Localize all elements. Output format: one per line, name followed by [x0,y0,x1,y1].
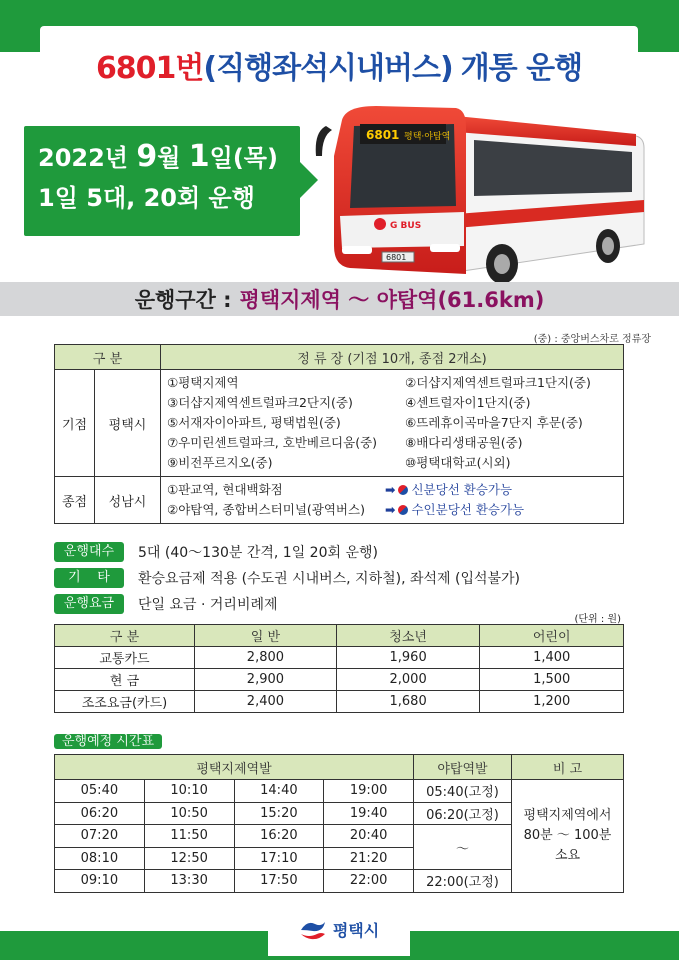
fares-header-youth: 청소년 [336,625,480,647]
fare-youth: 2,000 [336,669,480,691]
departure-time: 21:20 [324,847,414,870]
origin-stop-2: ②더샵지제역센트럴파크1단지(중) [405,375,591,390]
stops-header-category: 구 분 [55,345,161,370]
date-line [38,138,286,177]
origin-stop-6: ⑥뜨레휴이곡마을7단지 후문(중) [405,415,583,430]
departure-time: 20:40 [324,825,414,848]
departure-time: 19:00 [324,780,414,803]
info-fare [54,594,278,614]
fares-header-child: 어린이 [480,625,624,647]
return-time: 06:20(고정) [414,802,512,825]
page-title [40,26,638,104]
terminal-stop-2: ②야탑역, 종합버스터미널(광역버스) [167,502,365,517]
departure-time: 05:40 [55,780,145,803]
legend-note: (중) : 중앙버스차로 정류장 [533,334,651,345]
departure-time: 10:50 [144,802,234,825]
route-section: 평택지제역 ～ 야탑역(61.6km) [239,288,545,312]
fare-child: 1,500 [480,669,624,691]
schedule-table [54,754,624,893]
terminal-stop-1: ①판교역, 현대백화점 [167,482,283,497]
origin-stop-3: ③더샵지제역센트럴파크2단지(중) [167,395,353,410]
date-day: 1 [188,139,210,174]
departure-time: 06:20 [55,802,145,825]
taegeuk-icon [398,505,408,515]
transfer-2-text: 수인분당선 환승가능 [411,502,525,517]
transfer-1-text: 신분당선 환승가능 [411,482,513,497]
info-tag-etc: 기 타 [54,568,124,588]
daily-operation: 1일 5대, 20회 운행 [38,184,255,212]
title-bus-type: (직행좌석시내버스) [203,51,453,86]
schedule-tag: 운행예정 시간표 [54,734,162,749]
title-number: 6801번 [95,51,204,86]
departure-time: 07:20 [55,825,145,848]
origin-stop-7: ⑦우미린센트럴파크, 호반베르디움(중) [167,435,378,450]
departure-time: 13:30 [144,870,234,893]
info-text-etc: 환승요금제 적용 (수도권 시내버스, 지하철), 좌석제 (입석불가) [138,571,521,587]
table-row [55,669,624,691]
schedule-header-row [55,755,624,780]
departure-time: 09:10 [55,870,145,893]
bus-sign-dest: 평택·야탑역 [404,132,451,142]
origin-type: 기점 [55,370,95,477]
fare-child: 1,200 [480,691,624,713]
table-row [55,647,624,669]
departure-time: 22:00 [324,870,414,893]
terminal-city: 성남시 [95,477,161,524]
table-row [55,691,624,713]
date-month: 9 [136,139,158,174]
return-time: 22:00(고정) [414,870,512,893]
schedule-header-from: 평택지제역발 [55,755,414,780]
bus-plate: 6801 [386,253,407,262]
route-label: 운행구간 : [134,288,232,312]
bus-illustration [306,96,656,286]
fare-adult: 2,400 [195,691,337,713]
arrow-right-icon: ➡ [385,502,396,517]
transfer-2 [385,500,617,520]
fares-table [54,624,624,713]
fare-adult: 2,800 [195,647,337,669]
gbus-logo-icon [374,218,386,230]
origin-stop-9: ⑨비전푸르지오(중) [167,455,273,470]
info-tag-fare: 운행요금 [54,594,124,614]
info-vehicles [54,542,378,562]
fares-header-adult: 일 반 [195,625,337,647]
departure-time: 17:50 [234,870,324,893]
unit-note: (단위 : 원) [574,614,621,625]
bus-sign-number: 6801 [366,128,400,142]
city-name: 평택시 [332,920,380,940]
origin-stop-8: ⑧배다리생태공원(중) [405,435,523,450]
fare-child: 1,400 [480,647,624,669]
departure-time: 08:10 [55,847,145,870]
title-rest: 개통 운행 [460,51,583,86]
fare-youth: 1,960 [336,647,480,669]
departure-time: 14:40 [234,780,324,803]
return-time-range: ～ [414,825,512,870]
departure-time: 19:40 [324,802,414,825]
schedule-note-line: 소요 [554,847,581,863]
taegeuk-icon [398,485,408,495]
terminal-stops [161,477,624,524]
origin-stop-1: ①평택지제역 [167,375,239,390]
origin-stop-10: ⑩평택대학교(시외) [405,455,511,470]
pyeongtaek-logo-icon [299,918,327,940]
transfer-1 [385,480,617,500]
bus-brand: G BUS [390,221,422,231]
departure-time: 11:50 [144,825,234,848]
date-callout [24,126,300,236]
schedule-header-to: 야탑역발 [414,755,512,780]
terminal-type: 종점 [55,477,95,524]
fares-header-row [55,625,624,647]
arrow-right-icon: ➡ [385,482,396,497]
schedule-note [512,780,624,893]
origin-row [55,370,624,477]
departure-time: 16:20 [234,825,324,848]
route-section-bar [0,282,679,316]
origin-city: 평택시 [95,370,161,477]
fare-type: 조조요금(카드) [55,691,195,713]
info-etc [54,568,520,588]
schedule-note-line: 평택지제역에서 [523,807,612,823]
fare-type: 현 금 [55,669,195,691]
fare-type: 교통카드 [55,647,195,669]
table-row [55,780,624,803]
departure-time: 15:20 [234,802,324,825]
fare-youth: 1,680 [336,691,480,713]
return-time: 05:40(고정) [414,780,512,803]
date-year: 2022년 [38,144,128,172]
date-month-unit: 월 [157,144,181,172]
origin-stop-5: ⑤서재자이아파트, 평택법원(중) [167,415,341,430]
origin-stop-4: ④센트럴자이1단지(중) [405,395,531,410]
stops-header-stops: 정 류 장 (기점 10개, 종점 2개소) [161,345,624,370]
stops-table [54,344,624,524]
city-logo [268,902,410,956]
fare-adult: 2,900 [195,669,337,691]
origin-stops [161,370,624,477]
info-text-fare: 단일 요금 · 거리비례제 [138,597,278,613]
date-weekday: (목) [232,144,278,172]
date-day-unit: 일 [209,144,233,172]
stops-header-row [55,345,624,370]
schedule-header-note: 비 고 [512,755,624,780]
departure-time: 12:50 [144,847,234,870]
info-text-vehicles: 5대 (40～130분 간격, 1일 20회 운행) [138,545,378,561]
schedule-note-line: 80분 ～ 100분 [523,827,612,843]
terminal-row [55,477,624,524]
departure-time: 17:10 [234,847,324,870]
schedule-tag-wrap [54,730,176,752]
info-tag-vehicles: 운행대수 [54,542,124,562]
departure-time: 10:10 [144,780,234,803]
fares-header-category: 구 분 [55,625,195,647]
